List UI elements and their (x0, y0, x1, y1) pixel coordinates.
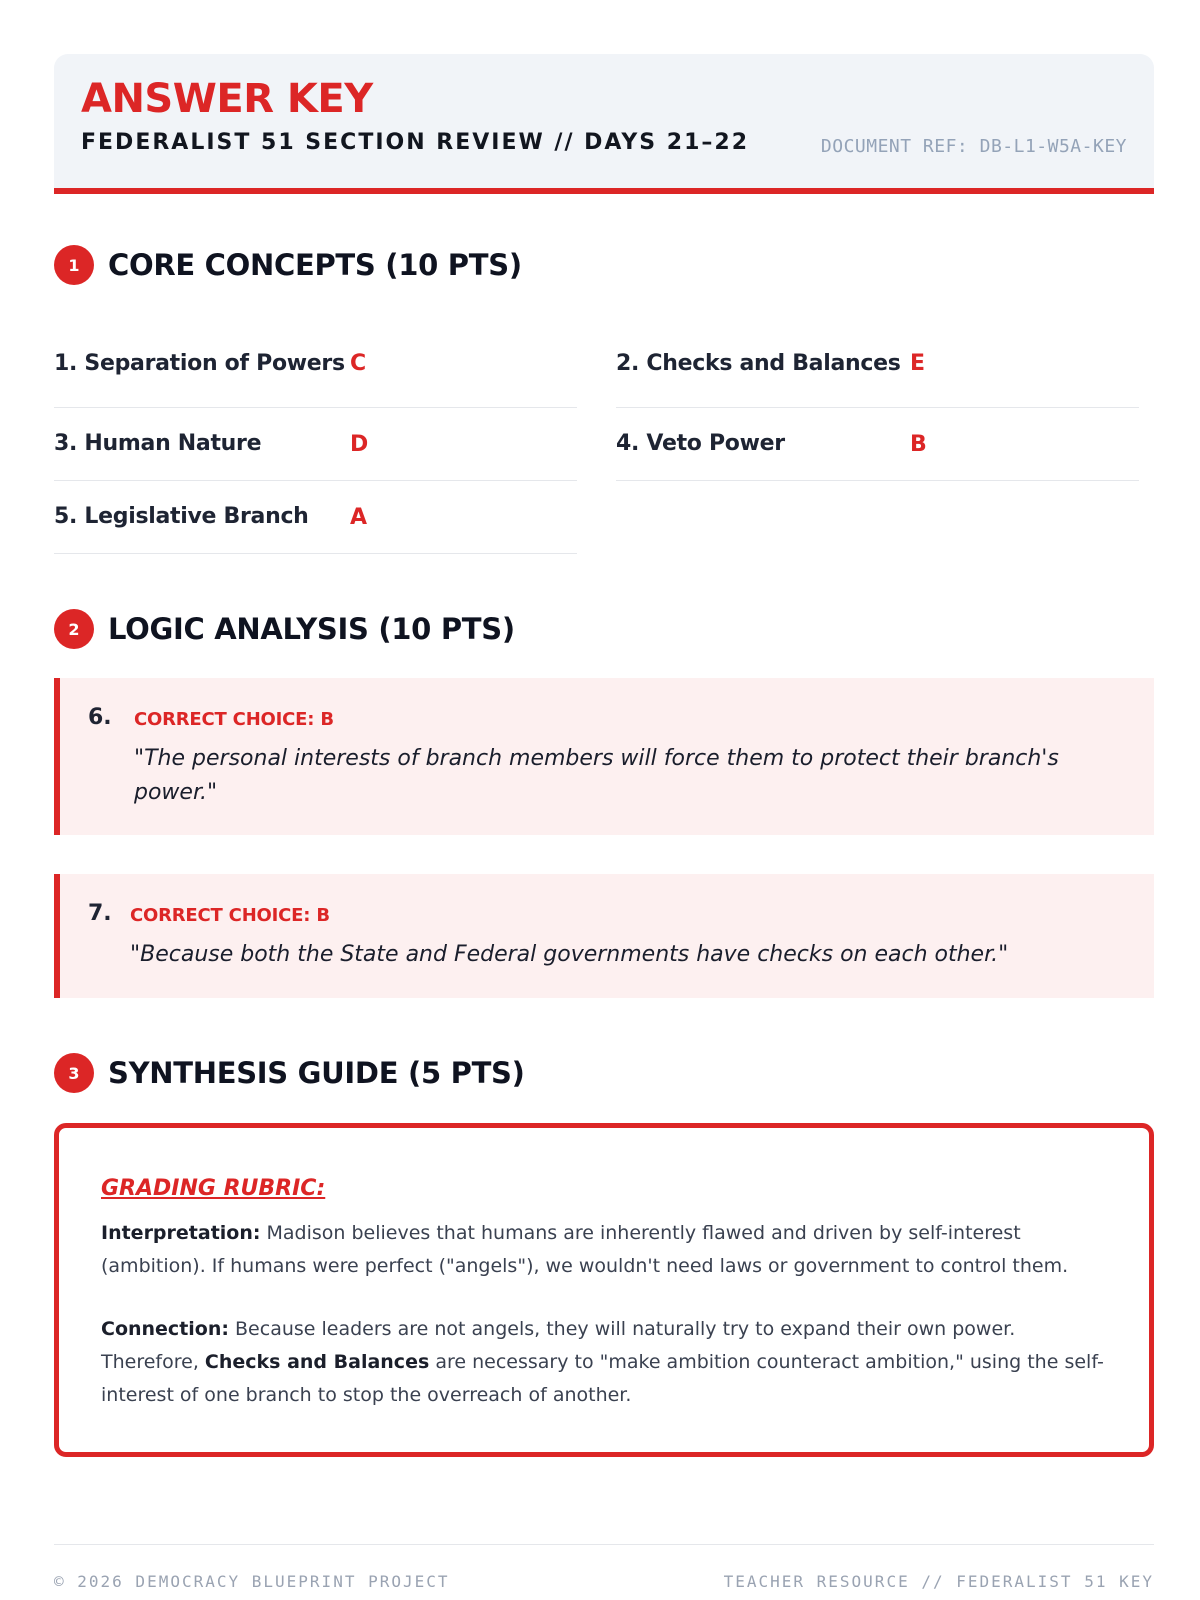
answer-key-page (54, 54, 1154, 1591)
connection-emphasis: Checks and Balances (204, 1351, 430, 1373)
section-heading-logic-analysis (54, 609, 515, 649)
rubric-interpretation (101, 1217, 1111, 1283)
concept-term: 1. Separation of Powers (54, 350, 345, 376)
section-number-badge: 1 (54, 245, 94, 285)
concept-row (616, 320, 1139, 408)
concept-answer: C (350, 351, 367, 376)
rubric-title: GRADING RUBRIC: (101, 1176, 326, 1201)
connection-text: Because leaders are not angels, they will naturally try to expand their own power. Therefore, (101, 1318, 1016, 1373)
correct-choice-label: CORRECT CHOICE: B (130, 905, 330, 926)
concept-row (616, 408, 1139, 481)
question-number: 6. (88, 705, 112, 730)
correct-choice-label: CORRECT CHOICE: B (134, 709, 334, 730)
logic-answer-item (54, 874, 1154, 998)
footer-divider (54, 1544, 1154, 1545)
section-number-badge: 2 (54, 609, 94, 649)
concept-answer: A (350, 504, 368, 530)
footer-copyright: © 2026 DEMOCRACY BLUEPRINT PROJECT (54, 1572, 450, 1591)
document-header (54, 54, 1154, 194)
section-heading-core-concepts (54, 245, 522, 285)
logic-answer-item (54, 678, 1154, 835)
concept-row (54, 481, 577, 554)
answer-quote: "Because both the State and Federal governments have checks on each other." (130, 942, 1009, 967)
section-title: LOGIC ANALYSIS (10 PTS) (108, 612, 515, 646)
interpretation-label: Interpretation: (101, 1222, 261, 1244)
question-number: 7. (88, 901, 112, 926)
concept-term: 3. Human Nature (54, 431, 262, 456)
section-title: CORE CONCEPTS (10 PTS) (108, 248, 522, 282)
concept-term: 4. Veto Power (616, 431, 785, 456)
concept-answer: B (910, 431, 927, 457)
section-number-badge: 3 (54, 1053, 94, 1093)
page-subtitle: FEDERALIST 51 SECTION REVIEW // DAYS 21–22 (81, 130, 749, 155)
rubric-connection (101, 1313, 1111, 1412)
connection-label: Connection: (101, 1318, 229, 1340)
grading-rubric-box (54, 1123, 1154, 1457)
section-heading-synthesis (54, 1053, 525, 1093)
concept-row (54, 320, 577, 408)
concept-answer: E (910, 351, 926, 376)
concept-term: 2. Checks and Balances (616, 350, 901, 376)
concept-answer: D (350, 431, 369, 457)
answer-quote: "The personal interests of branch members will force them to protect their branch's power." (134, 746, 1059, 805)
connection-text: are necessary to "make ambition counteract ambition," using the self-interest of one branch to stop the overreach of another. (101, 1351, 1104, 1406)
page-title: ANSWER KEY (81, 76, 373, 122)
concept-row (54, 408, 577, 481)
concept-term: 5. Legislative Branch (54, 504, 309, 529)
interpretation-text: Madison believes that humans are inherently flawed and driven by self-interest (ambition). If humans were perfect ("angels"), we wouldn't need laws or government to control them. (101, 1222, 1069, 1277)
footer-resource-label: TEACHER RESOURCE // FEDERALIST 51 KEY (723, 1572, 1154, 1591)
document-ref: DOCUMENT REF: DB-L1-W5A-KEY (820, 136, 1127, 157)
section-title: SYNTHESIS GUIDE (5 PTS) (108, 1056, 525, 1090)
